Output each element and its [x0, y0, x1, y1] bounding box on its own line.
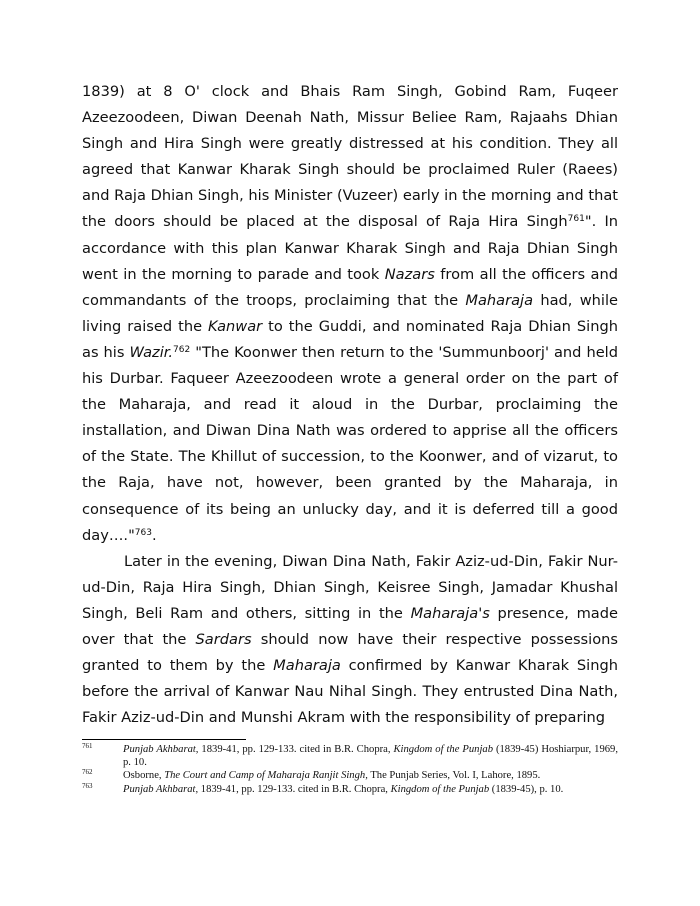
- text-run: 1839-41, pp. 129-133. cited in B.R. Chopra,: [198, 783, 391, 795]
- paragraph-1: [82, 79, 618, 549]
- footnote-ref: 762: [173, 344, 191, 355]
- text-run: from all the officers and commandants of the troops, proclaiming that the: [82, 265, 618, 309]
- italic-run: Punjab Akhbarat,: [123, 783, 199, 795]
- italic-run: Punjab Akhbarat,: [123, 744, 199, 755]
- footnote-separator: [82, 739, 246, 740]
- footnote-number: 761: [82, 742, 93, 750]
- italic-run: Maharaja: [465, 291, 534, 309]
- text-run: should now have their respective possessions granted to them by the: [82, 630, 618, 675]
- text-run: to the Guddi, and nominated Raja Dhian Singh as his: [82, 317, 618, 361]
- italic-run: Kanwar: [208, 317, 263, 335]
- italic-run: Kingdom of the Punjab: [393, 744, 494, 755]
- footnote-ref: 763: [134, 527, 152, 538]
- text-run: .: [151, 526, 157, 544]
- text-run: ". In accordance with this plan Kanwar Kharak Singh and Raja Dhian Singh went in the morning to parade and took: [82, 213, 619, 283]
- footnote-763: [82, 783, 618, 796]
- italic-run: Wazir.: [129, 343, 174, 361]
- text-run: confirmed by Kanwar Kharak Singh before the arrival of Kanwar Nau Nihal Singh. They entrusted Dina Nath, Fakir Aziz-ud-Din and Munshi Akram with the responsibility of preparing: [82, 657, 618, 727]
- italic-run: Sardars: [195, 630, 252, 648]
- footnote-text: [123, 784, 563, 795]
- text-run: presence, made over that the: [82, 604, 618, 648]
- italic-run: The Court and Camp of Maharaja Ranjit Singh,: [164, 770, 368, 782]
- text-run: 1839) at 8 O' clock and Bhais Ram Singh, Gobind Ram, Fuqeer Azeezoodeen, Diwan Deenah Nath, Missur Beliee Ram, Rajaahs Dhian Singh and Hira Singh were greatly distressed at his condition. They all agreed that Kanwar Kharak Singh should be proclaimed Ruler (Raees) and Raja Dhian Singh, his Minister (Vuzeer) early in the morning and that the doors should be placed at the disposal of Raja Hira Singh: [82, 83, 618, 231]
- italic-run: Maharaja's: [410, 604, 490, 622]
- text-run: (1839-45), p. 10.: [489, 783, 564, 795]
- paragraph-2: [82, 549, 618, 732]
- footnote-ref: 761: [567, 214, 585, 225]
- footnote-761: [82, 743, 618, 769]
- footnote-762: [82, 769, 618, 782]
- footnote-text: [123, 744, 618, 768]
- text-run: had, while living raised the: [82, 291, 618, 335]
- footnote-number: 763: [82, 781, 93, 790]
- italic-run: Kingdom of the Punjab: [390, 783, 490, 795]
- footnote-text: [123, 770, 540, 781]
- italic-run: Nazars: [384, 265, 435, 283]
- italic-run: Maharaja: [273, 657, 341, 675]
- text-run: The Punjab Series, Vol. I, Lahore, 1895.: [367, 770, 541, 782]
- footnote-number: 762: [82, 768, 93, 777]
- text-run: Osborne,: [123, 770, 165, 782]
- footnotes: [82, 743, 618, 796]
- text-run: 1839-41, pp. 129-133. cited in B.R. Chopra,: [198, 744, 394, 755]
- text-run: (1839-45) Hoshiarpur, 1969, p. 10.: [123, 744, 619, 769]
- text-run: Later in the evening, Diwan Dina Nath, Fakir Aziz-ud-Din, Fakir Nur-ud-Din, Raja Hira Singh, Dhian Singh, Keisree Singh, Jamadar Khushal Singh, Beli Ram and others, sitting in the: [82, 552, 618, 622]
- text-run: "The Koonwer then return to the 'Summunboorj' and held his Durbar. Faqueer Azeezoodeen wrote a general order on the part of the Maharaja, and read it aloud in the Durbar, proclaiming the installation, and Diwan Dina Nath was ordered to apprise all the officers of the State. The Khillut of succession, to the Koonwer, and of vizarut, to the Raja, have not, however, been granted by the Maharaja, in consequence of its being an unlucky day, and it is deferred till a good day….": [82, 343, 618, 544]
- body-text: [82, 79, 618, 731]
